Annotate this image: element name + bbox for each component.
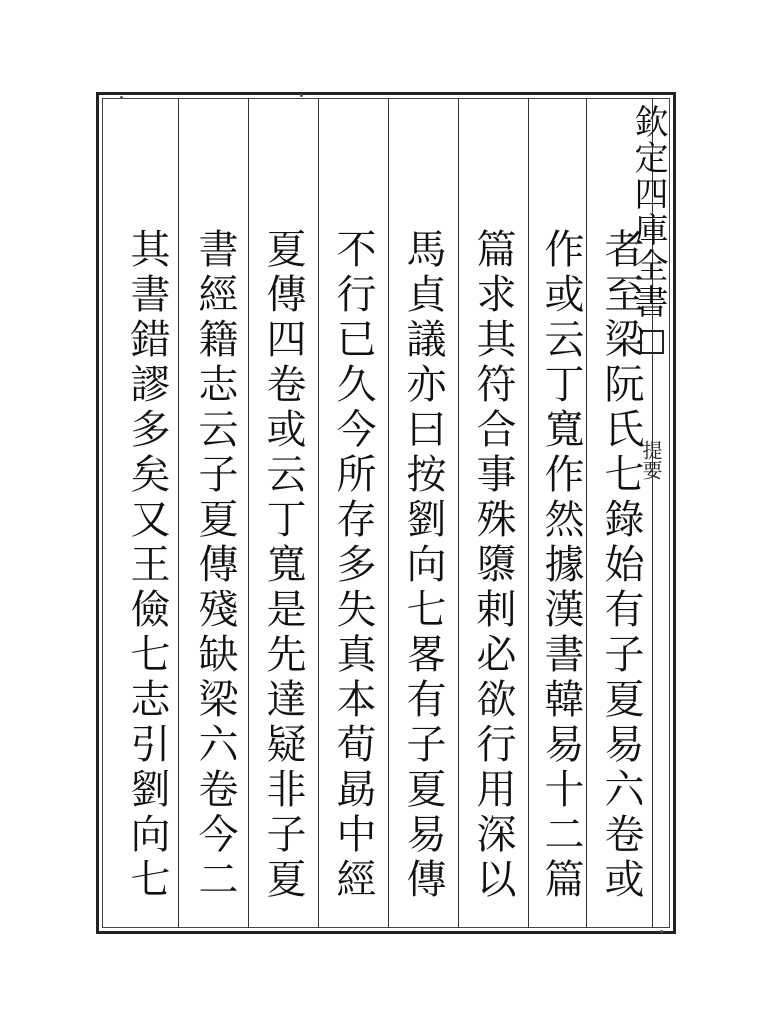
text-column-8: 其書錯謬多矣又王儉七志引劉向七 [124, 228, 170, 903]
column-rule [318, 98, 319, 928]
ink-speck [660, 930, 663, 933]
book-title: 欽定四庫全書 [628, 104, 668, 320]
column-rule [178, 98, 179, 928]
text-column-1: 者至梁阮氏七錄始有子夏易六卷或 [598, 228, 644, 903]
section-label: 提要 [639, 440, 663, 480]
text-column-2: 作或云丁寬作然據漢書韓易十二篇 [538, 228, 584, 903]
ink-speck [300, 94, 303, 97]
text-column-6: 夏傳四卷或云丁寬是先達疑非子夏 [260, 228, 306, 903]
text-column-7: 書經籍志云子夏傳殘缺梁六卷今二 [192, 228, 238, 903]
column-rule [528, 98, 529, 928]
ink-speck [120, 96, 123, 99]
column-rule [248, 98, 249, 928]
text-column-4: 馬貞議亦曰按劉向七畧有子夏易傳 [400, 228, 446, 903]
column-rule [388, 98, 389, 928]
column-rule [458, 98, 459, 928]
text-column-5: 不行已久今所存多失真本荀勗中經 [330, 228, 376, 903]
text-column-3: 篇求其符合事殊隳剌必欲行用深以 [470, 228, 516, 903]
